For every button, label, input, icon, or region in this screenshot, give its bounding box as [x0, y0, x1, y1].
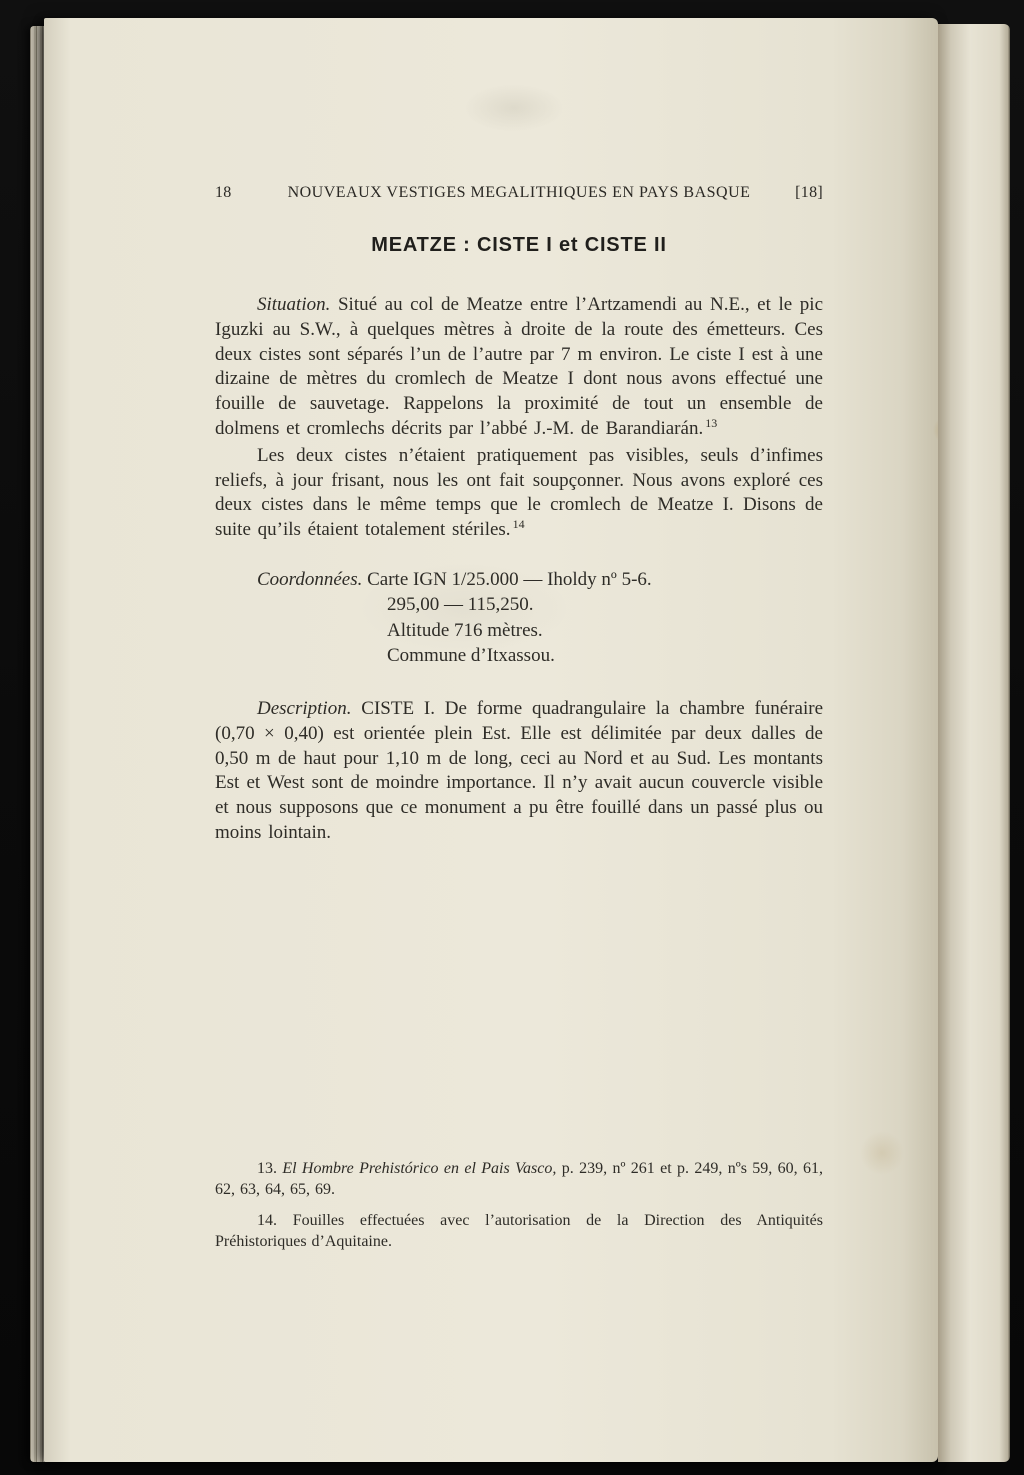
- paragraph-text: Situé au col de Meatze entre l’Artzamendi au N.E., et le pic Iguzki au S.W., à quelques mètres à droite de la route des émetteurs. Ces deux cistes sont séparés l’un de l’autre par 7 m environ. Le ciste I est à une dizaine de mètres du cromlech de Meatze I dont nous avons effectué une fouille de sauvetage. Rappelons la proximité de tout un ensemble de dolmens et cromlechs décrits par l’abbé J.-M. de Barandiarán.: [215, 294, 824, 439]
- paragraph-description: [215, 697, 823, 846]
- running-title: NOUVEAUX VESTIGES MEGALITHIQUES EN PAYS BASQUE: [287, 184, 751, 201]
- book-page: [44, 18, 938, 1462]
- footnote-13: [215, 1158, 823, 1200]
- paragraph-cistes: [215, 444, 823, 543]
- coordinates-line-2: 295,00 — 115,250.: [387, 594, 534, 616]
- paragraph-lead-description: Description.: [257, 697, 352, 719]
- footnote-book-title: El Hombre Prehistórico en el Pais Vasco,: [282, 1160, 557, 1177]
- footnote-14: [215, 1210, 823, 1252]
- footnote-ref-13: 13: [705, 415, 718, 430]
- coordinates-block: [257, 567, 823, 669]
- facing-page-sliver: [938, 24, 1010, 1462]
- page-content: [215, 184, 823, 846]
- footnote-number: 13.: [257, 1160, 277, 1177]
- section-heading: MEATZE : CISTE I et CISTE II: [371, 234, 667, 256]
- running-header: [215, 184, 823, 202]
- footnote-ref-14: 14: [512, 516, 525, 531]
- coordinates-line-3: Altitude 716 mètres.: [387, 619, 543, 641]
- footnote-text: Fouilles effectuées avec l’autorisation de la Direction des Antiquités Préhistoriques d’Aquitaine.: [215, 1212, 824, 1250]
- paragraph-lead-coordonnees: Coordonnées.: [257, 568, 363, 590]
- page-ref: [18]: [795, 184, 823, 201]
- paragraph-text: CISTE I. De forme quadrangulaire la chambre funéraire (0,70 × 0,40) est orientée plein Est. Elle est délimitée par deux dalles de 0,50 m de haut pour 1,10 m de long, ceci au Nord et au Sud. Les montants Est et West sont de moindre importance. Il n’y avait aucun couvercle visible et nous supposons que ce monument a pu être fouillé dans un passé plus ou moins lointain.: [215, 697, 824, 843]
- paragraph-text: Les deux cistes n’étaient pratiquement pas visibles, seuls d’infimes reliefs, à jour frisant, nous les ont fait soupçonner. Nous avons exploré ces deux cistes dans le même temps que le cromlech de Meatze I. Disons de suite qu’ils étaient totalement stériles.: [215, 444, 823, 541]
- footnote-number: 14.: [257, 1212, 277, 1229]
- coordinates-line-4: Commune d’Itxassou.: [387, 645, 555, 667]
- coordinates-map: Carte IGN 1/25.000 — Iholdy nº 5-6.: [367, 568, 652, 590]
- footnotes-block: [215, 1158, 823, 1252]
- footnote-text: p. 239, nº 261 et p. 249, nºs 59, 60, 61, 62, 63, 64, 65, 69.: [215, 1160, 824, 1198]
- paragraph-lead-situation: Situation.: [257, 294, 331, 315]
- coordinates-line-1: [257, 567, 823, 593]
- page-number: 18: [215, 184, 232, 201]
- paragraph-situation: [215, 293, 823, 442]
